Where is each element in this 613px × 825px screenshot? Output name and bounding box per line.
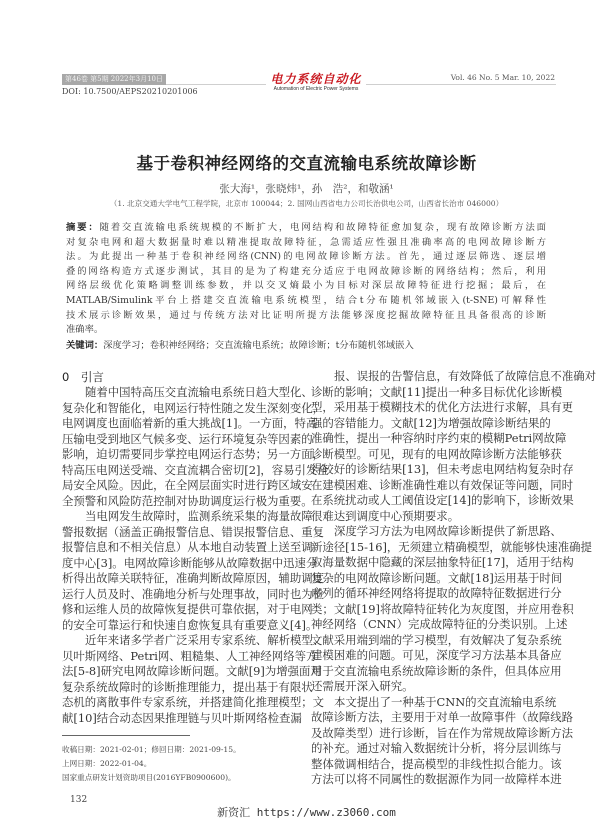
paragraph-line: 复杂系统故障时的诊断推理能力，提出基于有限状 (62, 679, 313, 694)
issue-label: 第46卷 第5期 2022年3月10日 (62, 74, 166, 85)
doi: DOI: 10.7500/AEPS20210201006 (62, 87, 198, 96)
footnote: 收稿日期：2021-02-01；修回日期：2021-09-15。 (62, 745, 241, 754)
paragraph-line: 准确性，提出一种容纳时序约束的模糊Petri网故障 (311, 431, 567, 445)
paragraph-line: 报警信息和不相关信息）从本地自动装置上送至调 (62, 540, 313, 554)
paragraph-line: 运行人员及时、准确地分析与处理事故，同时也为检 (62, 586, 324, 601)
keywords-text: 深度学习；卷积神经网络；交直流输电系统；故障诊断；t分布随机邻域嵌入 (103, 340, 414, 351)
footnote-rule (62, 735, 190, 736)
paragraph-line: 诊断模型。可见，现有的电网故障诊断方法能够获 (311, 446, 562, 461)
abstract-line (66, 221, 546, 236)
paragraph-line: 析得出故障关联特征，准确判断故障原因，辅助调度 (62, 571, 324, 585)
paragraph-line: 电网调度也面临着新的重大挑战[1]。一方面，特高 (62, 416, 318, 430)
paragraph-line: 特高压电网送受端、交直流耦合密切[2]，容易引发全 (62, 462, 329, 477)
section-heading: 0 引言 (62, 370, 104, 384)
paragraph-line: 全预警和风险防范控制对协助调度运行极为重要。 (62, 493, 313, 508)
keywords (66, 337, 546, 351)
paragraph-line: 报、误报的告警信息，有效降低了故障信息不准确对 (334, 369, 596, 383)
affiliation: （1. 北京交通大学电气工程学院，北京市 100044；2. 国网山西省电力公司长治供电公司，山西省长治市 046000） (109, 199, 504, 208)
paragraph-line: 的补充。通过对输入数据统计分析，将分层训练与 (311, 741, 562, 755)
paragraph-line: 贝叶斯网络、Petri网、粗糙集、人工神经网络等方 (62, 648, 318, 663)
abstract-line: 对复杂电网和超大数据量时难以精准提取故障特征，急需适应性强且准确率高的电网故障诊断方 (66, 236, 546, 248)
paragraph-line: 警报数据（涵盖正确报警信息、错误报警信息、重复 (62, 524, 324, 539)
abstract-line: 法。为此提出一种基于卷积神经网络(CNN)的电网故障诊断方法。首先，通过逐层筛选、逐层增 (66, 251, 546, 263)
authors: 张大海¹，张晓炜¹，孙 浩²，和敬涵¹ (219, 183, 394, 195)
paragraph-line: 复杂的电网故障诊断问题。文献[18]运用基于时间 (311, 570, 563, 585)
keywords-label: 关键词： (66, 340, 104, 351)
abstract-line: 叠的网络构造方式逐步测试，其目的是为了构建充分适应于电网故障诊断的网络结构；然后，利用 (66, 265, 546, 277)
paragraph-line: 复杂化和智能化，电网运行特性随之发生深刻变化， (62, 400, 324, 415)
paragraph-line: 建模困难的问题。可见，深度学习方法基本具备应 (311, 648, 562, 662)
footnotes (62, 743, 241, 785)
paragraph-line: 本文提出了一种基于CNN的交直流输电系统 (334, 694, 557, 709)
paragraph-line: 献[10]结合动态因果推理链与贝叶斯网络检查漏 (62, 710, 302, 725)
right-column (311, 369, 596, 788)
paragraph-line: 文献采用端到端的学习模型，有效解决了复杂系统 (311, 632, 562, 647)
watermark: 新资汇 https://www.z3060.com (217, 806, 396, 819)
paragraph-line: 修和运维人员的故障恢复提供可靠依据，对于电网 (62, 602, 313, 616)
paragraph-line: 态机的离散事件专家系统，并搭建简化推理模型；文 (62, 695, 324, 709)
paragraph-line: 序列的循环神经网络将提取的故障特征数据进行分 (311, 586, 562, 600)
paragraph-line: 度中心[3]。电网故障诊断能够从故障数据中迅速分 (62, 555, 318, 570)
paragraph-line: 神经网络（CNN）完成故障特征的分类识别。上述 (311, 617, 568, 631)
paragraph-line: 深度学习方法为电网故障诊断提供了新思路、 (334, 524, 562, 538)
paragraph-line: 当电网发生故障时，监测系统采集的海量故障 (85, 509, 313, 523)
paragraph-line: 及故障类型）进行诊断，旨在作为常规故障诊断方法 (311, 725, 573, 740)
paragraph-line: 类；文献[19]将故障特征转化为灰度图，并应用卷积 (311, 601, 574, 616)
journal-english-name: Automation of Electric Power Systems (273, 86, 359, 92)
paper-title: 基于卷积神经网络的交直流输电系统故障诊断 (136, 154, 477, 173)
footnote: 上网日期：2022-01-04。 (62, 759, 152, 768)
volume-info: Vol. 46 No. 5 Mar. 10, 2022 (447, 73, 555, 82)
paragraph-line: 法[5-8]研究电网故障诊断问题。文献[9]为增强面对 (62, 664, 322, 678)
abstract (66, 221, 546, 338)
abstract-line: 准确率。 (66, 324, 104, 336)
paragraph-line: 在建模困难、诊断准确性难以有效保证等问题，同时 (311, 477, 573, 492)
paragraph-line: 故障诊断方法，主要用于对单一故障事件（故障线路 (311, 710, 573, 724)
paragraph-line: 在系统扰动或人工阈值设定[14]的影响下，诊断效果 (311, 493, 574, 507)
paragraph-line: 很难达到调度中心预期要求。 (311, 508, 460, 523)
paragraph-line: 新途径[15-16]，无须建立精确模型，就能够快速准确提 (311, 539, 592, 554)
left-column (62, 385, 329, 726)
paragraph-line: 得较好的诊断结果[13]，但未考虑电网结构复杂时存 (311, 462, 574, 476)
abstract-line: MATLAB/Simulink平台上搭建交直流输电系统模型，结合t分布随机邻域嵌入(t-SNE)可解释性 (66, 294, 546, 306)
paragraph-line: 近年来诸多学者广泛采用专家系统、解析模型、 (85, 633, 325, 647)
paragraph-line: 压输电受到地区气候多变、运行环境复杂等因素的 (62, 431, 313, 446)
paragraph-line: 用于交直流输电系统故障诊断的条件，但具体应用 (311, 663, 562, 678)
paragraph-line: 整体微调相结合，提高模型的非线性拟合能力。该 (311, 756, 562, 771)
paragraph-line: 还需展开深入研究。 (311, 679, 414, 693)
paragraph-line: 的安全可靠运行和快速自愈恢复具有重要意义[4]。 (62, 617, 318, 632)
abstract-line: 技术展示诊断效果，通过与传统方法对比证明所提方法能够深度挖掘故障特征且具备很高的诊断 (66, 309, 546, 321)
footnote: 国家重点研发计划资助项目(2016YFB0900600)。 (62, 773, 236, 782)
paragraph-line: 影响，迫切需要同步掌控电网运行态势；另一方面， (62, 447, 324, 461)
abstract-line: 网络层级优化策略调整训练参数，并以交叉熵最小为目标对深层故障特征进行挖掘；最后，在 (66, 280, 546, 292)
paragraph-line: 型，采用基于模糊技术的优化方法进行求解，具有更 (311, 400, 573, 414)
paragraph-line: 诊断的影响；文献[11]提出一种多目标优化诊断模 (311, 384, 563, 399)
abstract-text: 随着交直流输电系统规模的不断扩大，电网结构和故障特征愈加复杂，现有故障诊断方法面 (99, 222, 546, 233)
paragraph-line: 局安全风险。因此，在全网层面实时进行跨区域安 (62, 478, 313, 492)
paragraph-line: 随着中国特高压交直流输电系统日趋大型化、 (85, 385, 313, 399)
page-number: 132 (70, 795, 88, 805)
paragraph-line: 方法可以将不同属性的数据源作为同一故障样本进 (311, 772, 562, 786)
journal-logo: 电力系统自动化 (266, 70, 366, 87)
paragraph-line: 取海量数据中隐藏的深层抽象特征[17]，适用于结构 (311, 555, 574, 569)
paragraph-line: 强的容错能力。文献[12]为增强故障诊断结果的 (311, 415, 551, 430)
abstract-label: 摘要： (66, 222, 100, 233)
